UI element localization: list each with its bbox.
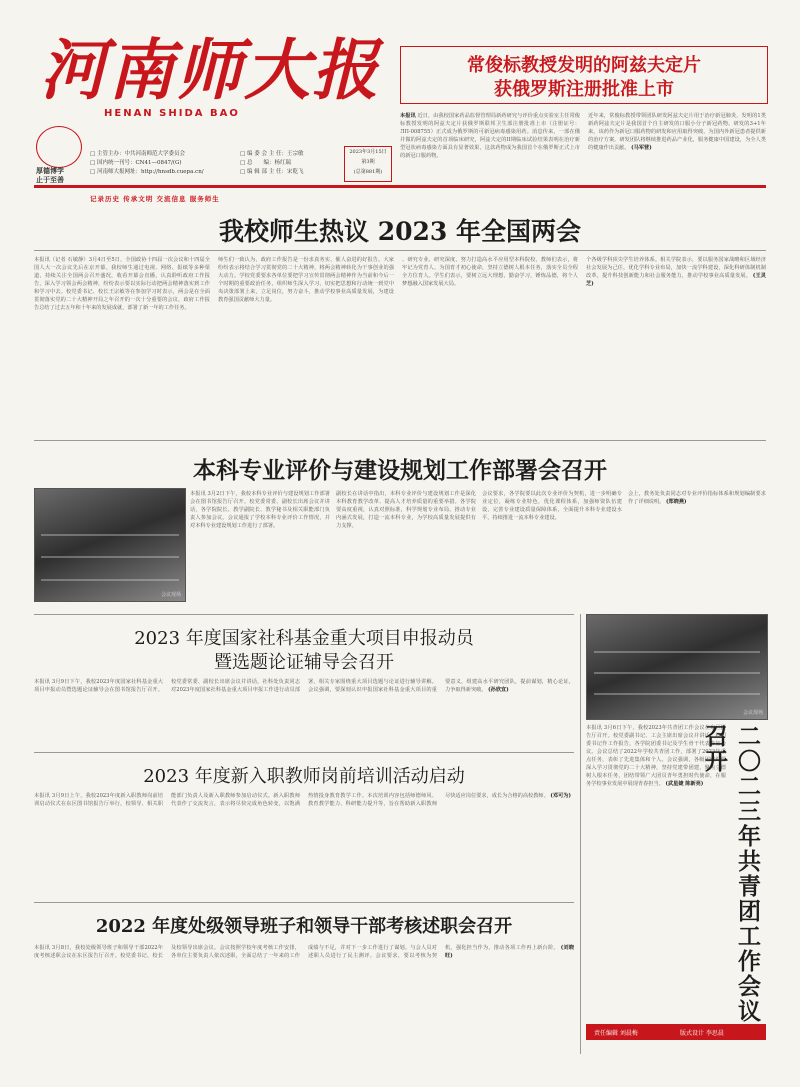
story1-col-1: [34, 256, 210, 432]
story5-headline: 2022 年度处级领导班子和领导干部考核述职会召开: [95, 916, 513, 937]
story1-text-1: 本报讯（记者 石敏静）3月4日至5日，全国政协十四届一次会议和十四届全国人大一次会议先后在京开幕。我校师生通过电视、网络、报纸等多种渠道，持续关注全国两会召开盛况，收看开幕会直播，认真聆听政府工作报告，深入学习领会两会精神，纷纷表示要以实际行动把两会精神落实到工作和学习中去。校党委书记、校长王宗敏等在参加学习时表示，两会是在全面贯彻落实党的二十大精神开局之年召开的一次十分重要的会议，政府工作报告总结了过去五年和十年来的发展成就，部署了新一年的工作任务。: [34, 257, 210, 311]
story1-headline: 我校师生热议 2023 年全国两会: [219, 217, 581, 246]
footer-designer: 版式设计 李思晨: [680, 1030, 724, 1037]
motto-line2: 止于至善: [36, 175, 64, 184]
motto-line1: 厚德博学: [36, 166, 64, 175]
story1-text-3: 、研究专业、研究深度，努力打造高水平应用型本科院校，教师们表示，将牢记为党育人、为国育才初心使命，坚持立德树人根本任务，落实全员全程全方位育人。学生们表示，要树立远大理想，勤奋学习，锤炼品德，将个人梦想融入国家发展大局。: [402, 257, 578, 287]
story1-credit: (王灵芝): [586, 273, 766, 287]
story2-text-3: 会议要求，各学院要以此次专业评价为契机，进一步明确专业定位，凝练专业特色，优化课程体系，加强师资队伍建设，完善专业建设质量保障体系，全面提升本科专业建设水平，持续推进一流本科专业建设。: [482, 491, 622, 521]
footer-editor: 责任编辑 刘晨梅: [594, 1030, 638, 1037]
top-story-text-left: 近日，由我校国家药品监督管理局新药研究与评价重点实验室主任常俊标教授发明的阿兹夫定片获俄罗斯联邦卫生部注册批准上市（注册证号：ЛП-008755）正式成为俄罗斯的可新冠病毒感染用药。消息传来，一部在俄并做的阿兹夫定的首项临床研究，阿兹夫定的II期临床试验结果表明在治疗新型冠状病毒感染方面具有显著效果，这款药物成为我国首个在俄罗斯正式上市的新冠口服药物。: [400, 113, 580, 159]
top-story-byline: 本报讯: [400, 113, 416, 119]
story4-body: [34, 792, 574, 898]
masthead-title-text: 河南师大报: [40, 31, 380, 109]
masthead-slogan: 记录历史 传承文明 交流信息 服务师生: [90, 195, 220, 203]
story5-body: [34, 944, 574, 1048]
story2-headline: 本科专业评价与建设规划工作部署会召开: [193, 457, 607, 484]
story3-credit: (孙欣宜): [488, 687, 509, 693]
info-line: □ 编 辑 部 主 任：宋乾飞: [240, 169, 304, 175]
story1-text-4: 个各级学科顶尖学生培养体系。相关学院表示，要以服务国家战略和区域经济社会发展为己任，优化学科专业布局，加快一流学科建设，深化科研体制机制改革，提升科技创新能力和社会服务能力，推动学校事业高质量发展。: [586, 257, 766, 279]
top-story-col-left: [400, 112, 580, 176]
info-line: □ 总 编：杨红瑞: [240, 160, 291, 166]
story2-col-1: [190, 490, 330, 600]
story4-credit: (邓可为): [550, 793, 571, 799]
masthead-title: [40, 30, 380, 110]
story4-text: 本报讯 3月9日上午，我校2023年度新入职教师岗前培训启动仪式在东区图书馆报告厅举行，校领导、相关职能部门负责人及新入职教师参加启动仪式。新入职教师代表作了交流发言，表示将尽快完成角色转变，以饱满热情投身教育教学工作。本次培训内容包括师德师风、教育教学能力、科研能力提升等，旨在帮助新入职教师尽快适应岗位要求，成长为合格的高校教师。: [34, 793, 549, 807]
story5-credit: (刘晓旺): [445, 945, 574, 959]
story2-col-2: [336, 490, 476, 600]
side-story-text: 本报讯 3月6日下午，我校2023年共青团工作会议在东区报告厅召开。校党委副书记、工会主席出席会议并讲话，校团委书记作工作报告，各学院团委书记及学生骨干代表参加会议。会议总结了2022年学校共青团工作，部署了2023年重点任务，表彰了先进集体和个人。会议强调，各级团组织要深入学习贯彻党的二十大精神，坚持党建带团建，聚焦立德树人根本任务，团结带领广大团员青年勇担时代使命，在服务学校事业发展中展现青春担当。: [586, 725, 726, 787]
sidebar-divider: [580, 614, 581, 1054]
story4-top-rule: [34, 752, 574, 753]
story3-headline-1: 2023 年度国家社科基金重大项目申报动员: [134, 628, 474, 649]
side-story-vertical-title: 二〇二三年共青团工作会议召开: [701, 724, 761, 1024]
story2-col-4: [628, 490, 766, 600]
footer-bar: [586, 1024, 766, 1040]
top-story-title-1: 常俊标教授发明的阿兹夫定片: [467, 55, 701, 76]
story5-text: 本报讯 3月8日，我校处级领导班子和领导干部2022年度考核述职会议在东区报告厅召开。校党委书记、校长及校领导出席会议。会议按照学校年度考核工作安排，各单位主要负责人依次述职，全面总结了一年来的工作成绩与不足，并对下一步工作进行了谋划。与会人员对述职人员进行了民主测评。会议要求，要以考核为契机，强化担当作为，推动各项工作再上新台阶。: [34, 945, 559, 959]
story2-text-4: 会上，教务处负责同志对专业评价指标体系和规划编制要求作了详细说明。: [628, 491, 766, 505]
issue-total: (总第881期): [353, 169, 383, 175]
top-story-col-right: [588, 112, 766, 176]
story3-body: [34, 678, 574, 748]
masthead-pinyin: HENAN SHIDA BAO: [104, 108, 240, 119]
info-line: □ 河南师大报网址：http://hnsdb.cuepa.cn/: [90, 169, 204, 175]
story1-text-2: 师生们一致认为，政府工作报告是一份求真务实、催人奋进的好报告。大家纷纷表示将结合学习贯彻党的二十大精神，将两会精神转化为干事创业的强大动力。学校党委要求各单位要把学习宣传贯彻两会精神作为当前和今后一个时期的重要政治任务，组织师生深入学习，切实把思想和行动统一到党中央决策部署上来，立足岗位，努力奋斗，推动学校事业高质量发展，为建设教育强国贡献师大力量。: [218, 257, 394, 303]
top-story-credit: (马军营): [631, 145, 652, 151]
seal-icon: [36, 126, 82, 168]
info-line: □ 国内统一刊号：CN41—0847/(G): [90, 160, 182, 166]
masthead-info-left: [90, 150, 250, 177]
story1-rule: [34, 250, 766, 251]
side-story-credit: (武星婕 陈新亮): [665, 781, 704, 787]
story4-headline: 2023 年度新入职教师岗前培训活动启动: [143, 766, 465, 787]
story2-text-1: 本报讯 3月2日下午，我校本科专业评价与建设规划工作部署会在图书馆报告厅召开。校党委常委、副校长出席会议并讲话，各学院院长、教学副院长、教学秘书及相关职能部门负责人参加会议。会议通报了学校本科专业评价工作情况，并对本科专业建设规划工作进行了部署。: [190, 491, 330, 529]
masthead-rule: [34, 185, 766, 188]
story2-col-3: [482, 490, 622, 600]
story2-photo-caption: 会议现场: [160, 592, 181, 598]
issue-date: 2023年3月15日: [349, 149, 387, 155]
story1-col-2: [218, 256, 394, 432]
story2-text-2: 副校长在讲话中指出，本科专业评价与建设规划工作是深化本科教育教学改革、提高人才培养质量的重要举措。各学院要高度重视，认真对照标准，科学规划专业布局，推动专业内涵式发展，打造一流本科专业，为学校高质量发展提供有力支撑。: [336, 491, 476, 529]
story5-top-rule: [34, 902, 574, 903]
story3-text: 本报讯 3月9日下午，我校2023年度国家社科基金重大项目申报动员暨选题论证辅导会在图书馆报告厅召开。校党委常委、副校长出席会议并讲话，社科处负责同志对2023年度国家社科基金重大项目申报工作进行动员部署，相关专家围绕重大项目选题与论证进行辅导讲解。会议强调，要深刻认识申报国家社科基金重大项目的重要意义，组建高水平研究团队，提前谋划，精心论证，力争取得新突破。: [34, 679, 574, 693]
top-story-text-right: 近年来，常俊标教授带领团队研发阿兹夫定片用于治疗新冠肺炎，发明的1类新药阿兹夫定片是我国首个自主研发的口服小分子新冠药物。研发的3+1年来，该药作为新冠口服药物的研发和应用取得突破，为国内外新冠患者提供新的治疗方案，研发团队将继续推进药品产业化，服务健康中国建设，为全人类的健康作出贡献。: [588, 113, 766, 151]
top-story-title-2: 获俄罗斯注册批准上市: [494, 79, 674, 100]
info-line: □ 编 委 会 主 任：王宗敏: [240, 151, 304, 157]
side-story-photo-caption: 会议现场: [742, 710, 763, 716]
issue-box: [344, 146, 392, 182]
issue-number: 第3期: [361, 159, 375, 165]
story1-col-4: [586, 256, 766, 432]
masthead-info-mid: [240, 150, 350, 177]
story3-top-rule: [34, 614, 574, 615]
info-line: □ 主管主办：中共河南师范大学委员会: [90, 151, 185, 157]
story2-credit: (郑晓燕): [665, 499, 687, 505]
story1-col-3: [402, 256, 578, 432]
top-story-box: [400, 46, 768, 104]
story2-top-rule: [34, 440, 766, 441]
side-story-photo: [586, 614, 768, 720]
story2-photo: [34, 488, 186, 602]
story3-headline-2: 暨选题论证辅导会召开: [214, 652, 394, 673]
